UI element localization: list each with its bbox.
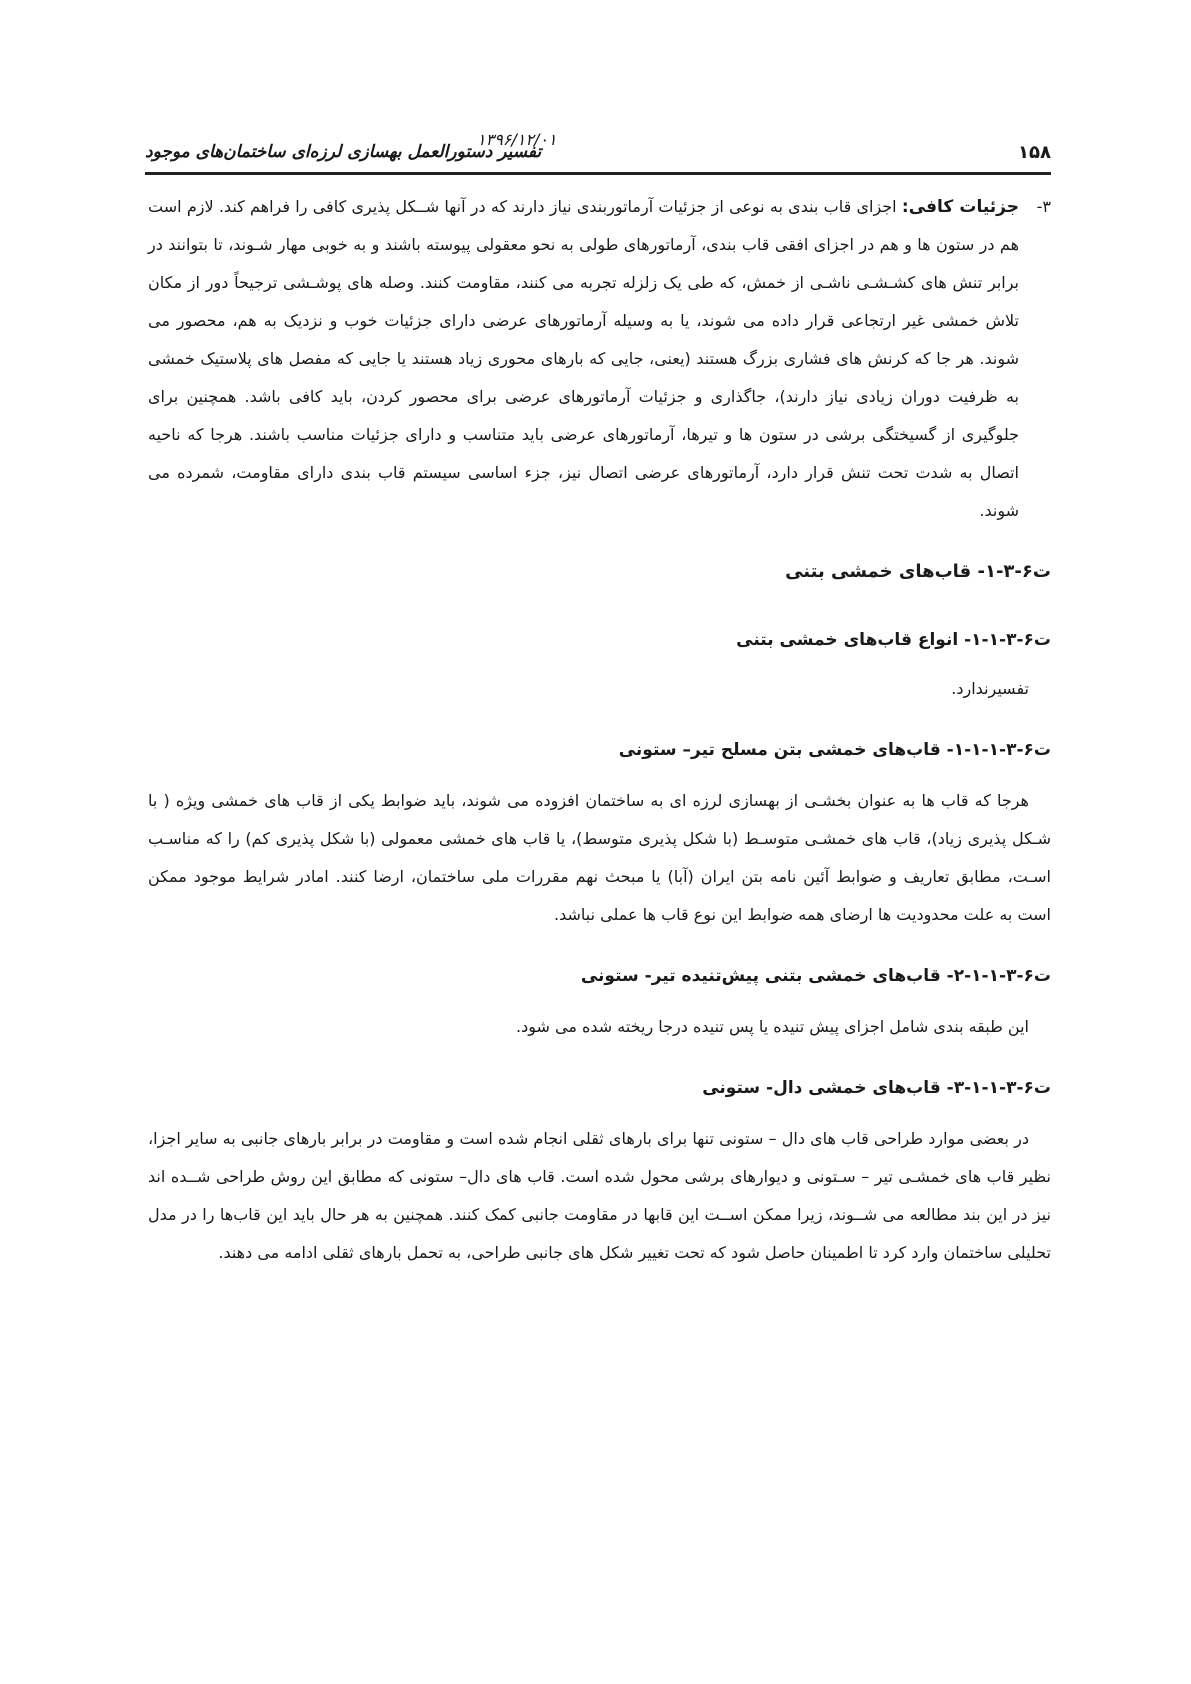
section-heading-types-of-frames: ت۶-۳-۱-۱- انواع قاب‌های خمشی بتنی: [736, 630, 1051, 650]
header-date: ۱۳۹۶/۱۲/۰۱: [477, 130, 557, 149]
list-item-3: [148, 188, 1051, 530]
list-item-lead: جزئیات کافی:: [901, 197, 1019, 217]
paragraph-slab-column: در بعضی موارد طراحی قاب های دال – ستونی تنها برای بارهای ثقلی انجام شده است و مقاومت در برابر بارهای جانبی به سایر اجزا، نظیر قاب های خمشـی تیر – سـتونی و دیوارهای برشی محول شده است. قاب های دال– ستونی که مطابق این روش طراحی شــده اند نیز در این بند مطالعه می شــوند، زیرا ممکن اســت این قابها در مقاومت جانبی کمک کنند. همچنین به هر حال باید این قاب‌ها را در مدل تحلیلی ساختمان وارد کرد تا اطمینان حاصل شود که تحت تغییر شکل های جانبی طراحی، به تحمل بارهای ثقلی ادامه می دهند.: [148, 1129, 1051, 1262]
page-body: [148, 188, 1051, 1272]
section-heading-reinforced-beam-column: ت۶-۳-۱-۱-۱- قاب‌های خمشی بتن مسلح تیر– ستونی: [618, 740, 1051, 760]
page-number: ۱۵۸: [1018, 142, 1051, 163]
paragraph-reinforced-beam-column: هرجا که قاب ها به عنوان بخشـی از بهسازی لرزه ای به ساختمان افزوده می شوند، باید ضوابط یکی از قاب های خمشی ویژه ( با شـکل پذیری زیاد)، قاب های خمشـی متوسـط (با شکل پذیری متوسط)، یا قاب های خمشی معمولی (با شکل پذیری کم) را که مناسـب اسـت، مطابق تعاریف و ضوابط آئین نامه بتن ایران (آبا) یا مبحث نهم مقررات ملی ساختمان، ارضا کنند. امادر شرایط موجود ممکن است به علت محدودیت ها ارضای همه ضوابط این نوع قاب ها عملی نباشد.: [148, 791, 1051, 924]
page-header: [145, 128, 1051, 168]
running-title: تفسیر دستورالعمل بهسازی لرزه‌ای ساختمان‌های موجود: [145, 142, 542, 162]
paragraph-prestressed-beam-column: این طبقه بندی شامل اجزای پیش تنیده یا پس تنیده درجا ریخته شده می شود.: [516, 1017, 1029, 1036]
section-heading-prestressed-beam-column: ت۶-۳-۱-۱-۲- قاب‌های خمشی بتنی پیش‌تنیده تیر- ستونی: [580, 966, 1051, 986]
list-item-number: ۳-: [1036, 197, 1051, 216]
list-item-text: اجزای قاب بندی به نوعی از جزئیات آرماتوربندی نیاز دارند که در آنها شــکل پذیری کافی را فراهم کند. لازم است هم در ستون ها و هم در اجزای افقی قاب بندی، آرماتورهای طولی به نحو معقولی پیوسته باشند و به خوبی مهار شـوند، تا بتوانند در برابر تنش های کشـشـی ناشـی از خمش، که طی یک زلزله تجربه می کنند، مقاومت کنند. وصله های پوشـشی ترجیحاً دور از مکان تلاش خمشی غیر ارتجاعی قرار داده می شوند، یا به وسیله آرماتورهای عرضی دارای جزئیات خوب و نزدیک به هم، محصور می شوند. هر جا که کرنش های فشاری بزرگ هستند (یعنی، جایی که بارهای محوری زیاد هستند یا جایی که مفصل های پلاستیک خمشی به ظرفیت دوران زیادی نیاز دارند)، جاگذاری و جزئیات آرماتورهای عرضی برای محصور کردن، باید کافی باشد. همچنین برای جلوگیری از گسیختگی برشی در ستون ها و تیرها، آرماتورهای عرضی باید متناسب و دارای جزئیات مناسب باشند. هرجا که ناحیه اتصال به شدت تحت تنش قرار دارد، آرماتورهای عرضی اتصال نیز، جزء اساسی سیستم قاب بندی دارای مقاومت، شمرده می شوند.: [148, 197, 1019, 520]
header-divider: [145, 172, 1051, 175]
section-heading-concrete-moment-frames: ت۶-۳-۱- قاب‌های خمشی بتنی: [785, 561, 1051, 582]
no-interpretation-note: تفسیرندارد.: [951, 679, 1029, 698]
section-heading-slab-column: ت۶-۳-۱-۱-۳- قاب‌های خمشی دال- ستونی: [702, 1078, 1051, 1098]
